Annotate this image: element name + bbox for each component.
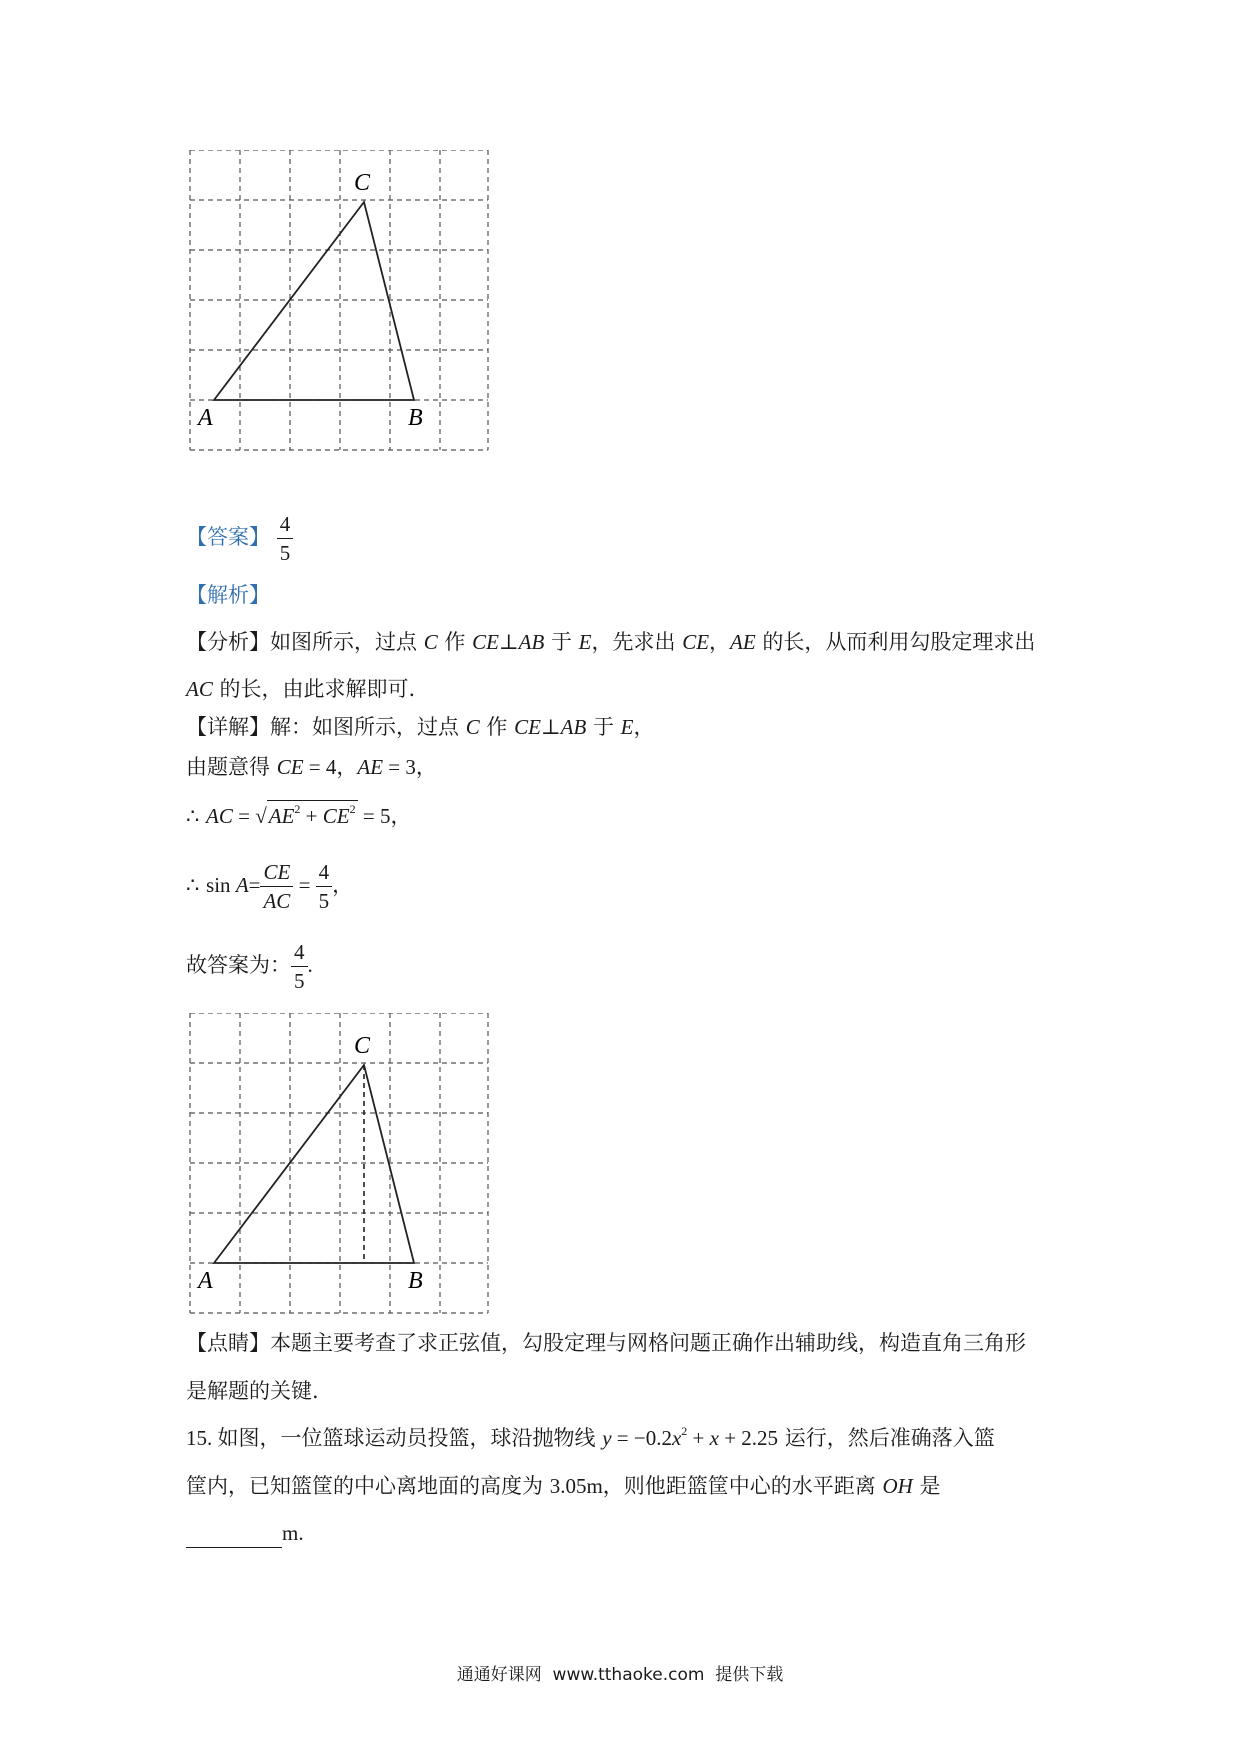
dianjing-line-1: 【点睛】本题主要考查了求正弦值，勾股定理与网格问题正确作出辅助线，构造直角三角形 [186, 1331, 1026, 1355]
footer-text: 通通好课网 www.tthaoke.com 提供下载 [456, 1665, 784, 1685]
answer-blank[interactable] [186, 1525, 282, 1548]
answer-fraction: $\frac{4}{5}$ [277, 512, 294, 565]
triangle-abc [214, 202, 414, 400]
xiangjie-line-1: 【详解】解：如图所示，过点 C 作 CE⊥AB 于 E， [186, 715, 655, 739]
label-a: A [198, 405, 213, 431]
analysis-label: 【解析】 [186, 583, 270, 607]
triangle-abc-2 [214, 1065, 414, 1263]
answer-line [186, 512, 293, 565]
answer-label: 【答案】 [186, 525, 270, 549]
value-fraction: $\frac{4}{5}$ [316, 860, 333, 913]
xiangjie-line-5: 故答案为： $\frac{4}{5}$ . [186, 940, 313, 993]
q15-line-2: 筐内，已知篮筐的中心离地面的高度为 3.05m，则他距篮筐中心的水平距离 OH 是 [186, 1474, 941, 1498]
xiangjie-line-3: ∴ AC = $√AE^2 + CE^2 = 5$， [186, 800, 411, 831]
fenxi-line-1: 【分析】如图所示，过点 C 作 CE⊥AB 于 E，先求出 CE，AE 的长，从而利用勾股定理求出 [186, 630, 1036, 654]
label-c-2: C [354, 1033, 371, 1059]
dianjing-line-2: 是解题的关键. [186, 1379, 319, 1403]
grid-figure-1 [186, 150, 496, 455]
label-b: B [408, 405, 423, 431]
q15-line-3: m. [186, 1518, 304, 1548]
fenxi-line-2: AC 的长，由此求解即可. [186, 677, 416, 701]
xiangjie-line-4: ∴ sin A= $\frac{CE}{AC}$ = $\frac{4}{5}$ ， [186, 860, 354, 913]
label-a-2: A [198, 1268, 213, 1294]
sqrt-expression: $√AE^2 + CE^2$ [255, 800, 357, 831]
sin-fraction: $\frac{CE}{AC}$ [260, 860, 293, 913]
grid-figure-2 [186, 1013, 496, 1318]
xiangjie-line-2: 由题意得 CE = 4，AE = 3， [186, 755, 437, 779]
label-c: C [354, 170, 371, 196]
q15-line-1: 15. 如图，一位篮球运动员投篮，球沿抛物线 $y = -0.2x^2 + x + 2.25$ 运行，然后准确落入篮 [186, 1424, 995, 1450]
final-fraction: $\frac{4}{5}$ [291, 940, 308, 993]
label-b-2: B [408, 1268, 423, 1294]
